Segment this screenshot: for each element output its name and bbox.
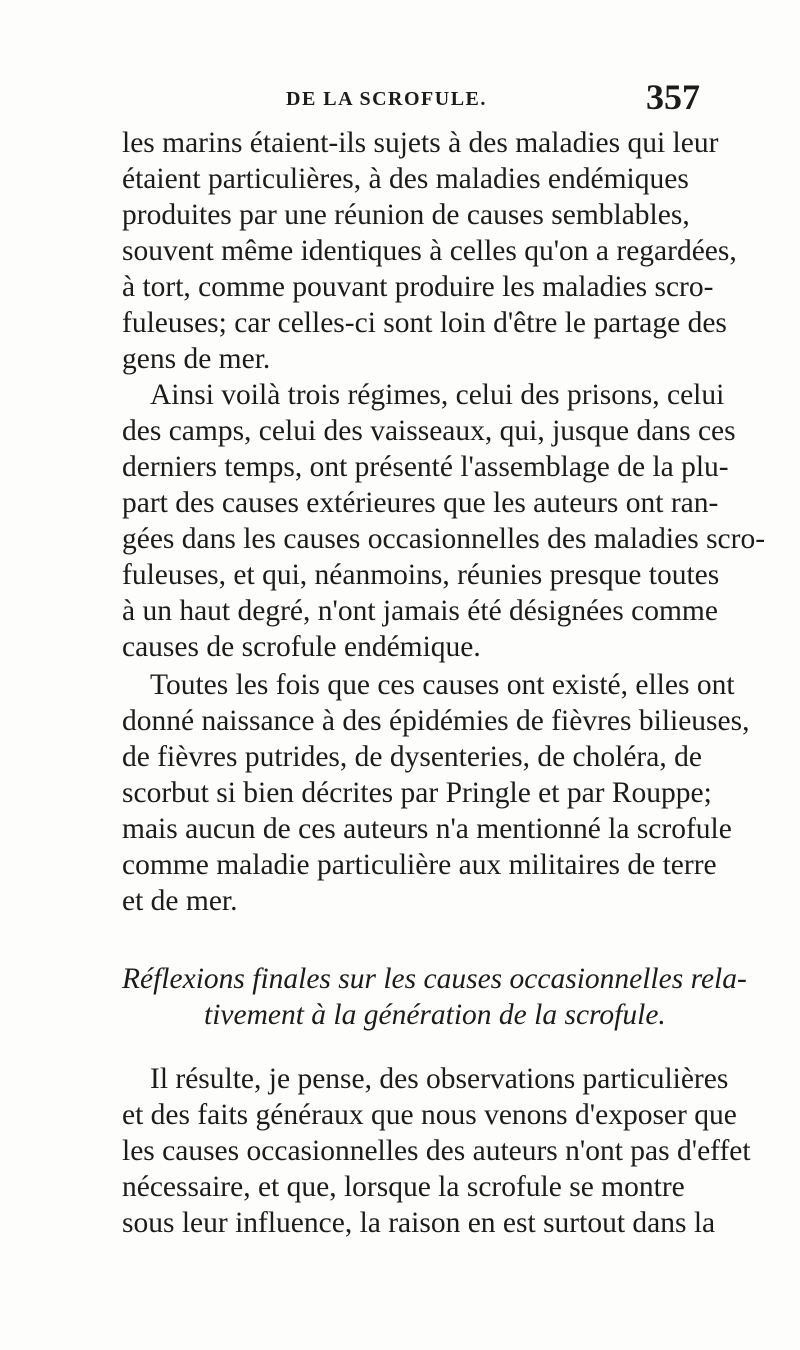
body-line: scorbut si bien décrites par Pringle et par Rouppe; xyxy=(122,777,712,809)
body-line: donné naissance à des épidémies de fièvres bilieuses, xyxy=(122,705,750,737)
running-head: DE LA SCROFULE. xyxy=(286,88,487,110)
body-line: les marins étaient-ils sujets à des maladies qui leur xyxy=(122,127,719,159)
body-line: les causes occasionnelles des auteurs n'ont pas d'effet xyxy=(122,1135,751,1167)
body-line: et de mer. xyxy=(122,885,238,917)
body-line: souvent même identiques à celles qu'on a regardées, xyxy=(122,235,737,267)
body-line: Toutes les fois que ces causes ont existé, elles ont xyxy=(150,669,735,701)
body-line: à un haut degré, n'ont jamais été désignées comme xyxy=(122,595,718,627)
body-line: et des faits généraux que nous venons d'exposer que xyxy=(122,1099,737,1131)
body-line: comme maladie particulière aux militaires de terre xyxy=(122,849,717,881)
body-line: étaient particulières, à des maladies endémiques xyxy=(122,163,689,195)
body-line: de fièvres putrides, de dysenteries, de choléra, de xyxy=(122,741,702,773)
body-line: nécessaire, et que, lorsque la scrofule se montre xyxy=(122,1171,685,1203)
body-line: fuleuses; car celles-ci sont loin d'être le partage des xyxy=(122,307,727,339)
body-line: produites par une réunion de causes semblables, xyxy=(122,199,690,231)
body-line: Ainsi voilà trois régimes, celui des prisons, celui xyxy=(150,379,725,411)
body-line: derniers temps, ont présenté l'assemblage de la plu- xyxy=(122,451,729,483)
body-line: gens de mer. xyxy=(122,343,271,375)
body-line: à tort, comme pouvant produire les maladies scro- xyxy=(122,271,714,303)
body-line: fuleuses, et qui, néanmoins, réunies presque toutes xyxy=(122,559,720,591)
body-line: gées dans les causes occasionnelles des maladies scro- xyxy=(122,523,766,555)
page-number: 357 xyxy=(646,77,700,117)
body-line: Il résulte, je pense, des observations particulières xyxy=(150,1063,729,1095)
body-line: sous leur influence, la raison en est surtout dans la xyxy=(122,1207,716,1239)
body-line: causes de scrofule endémique. xyxy=(122,631,481,663)
section-title-line: Réflexions finales sur les causes occasionnelles rela- xyxy=(122,963,747,995)
body-line: mais aucun de ces auteurs n'a mentionné la scrofule xyxy=(122,813,732,845)
body-line: des camps, celui des vaisseaux, qui, jusque dans ces xyxy=(122,415,736,447)
body-line: part des causes extérieures que les auteurs ont ran- xyxy=(122,487,719,519)
section-title-line: tivement à la génération de la scrofule. xyxy=(204,999,666,1031)
